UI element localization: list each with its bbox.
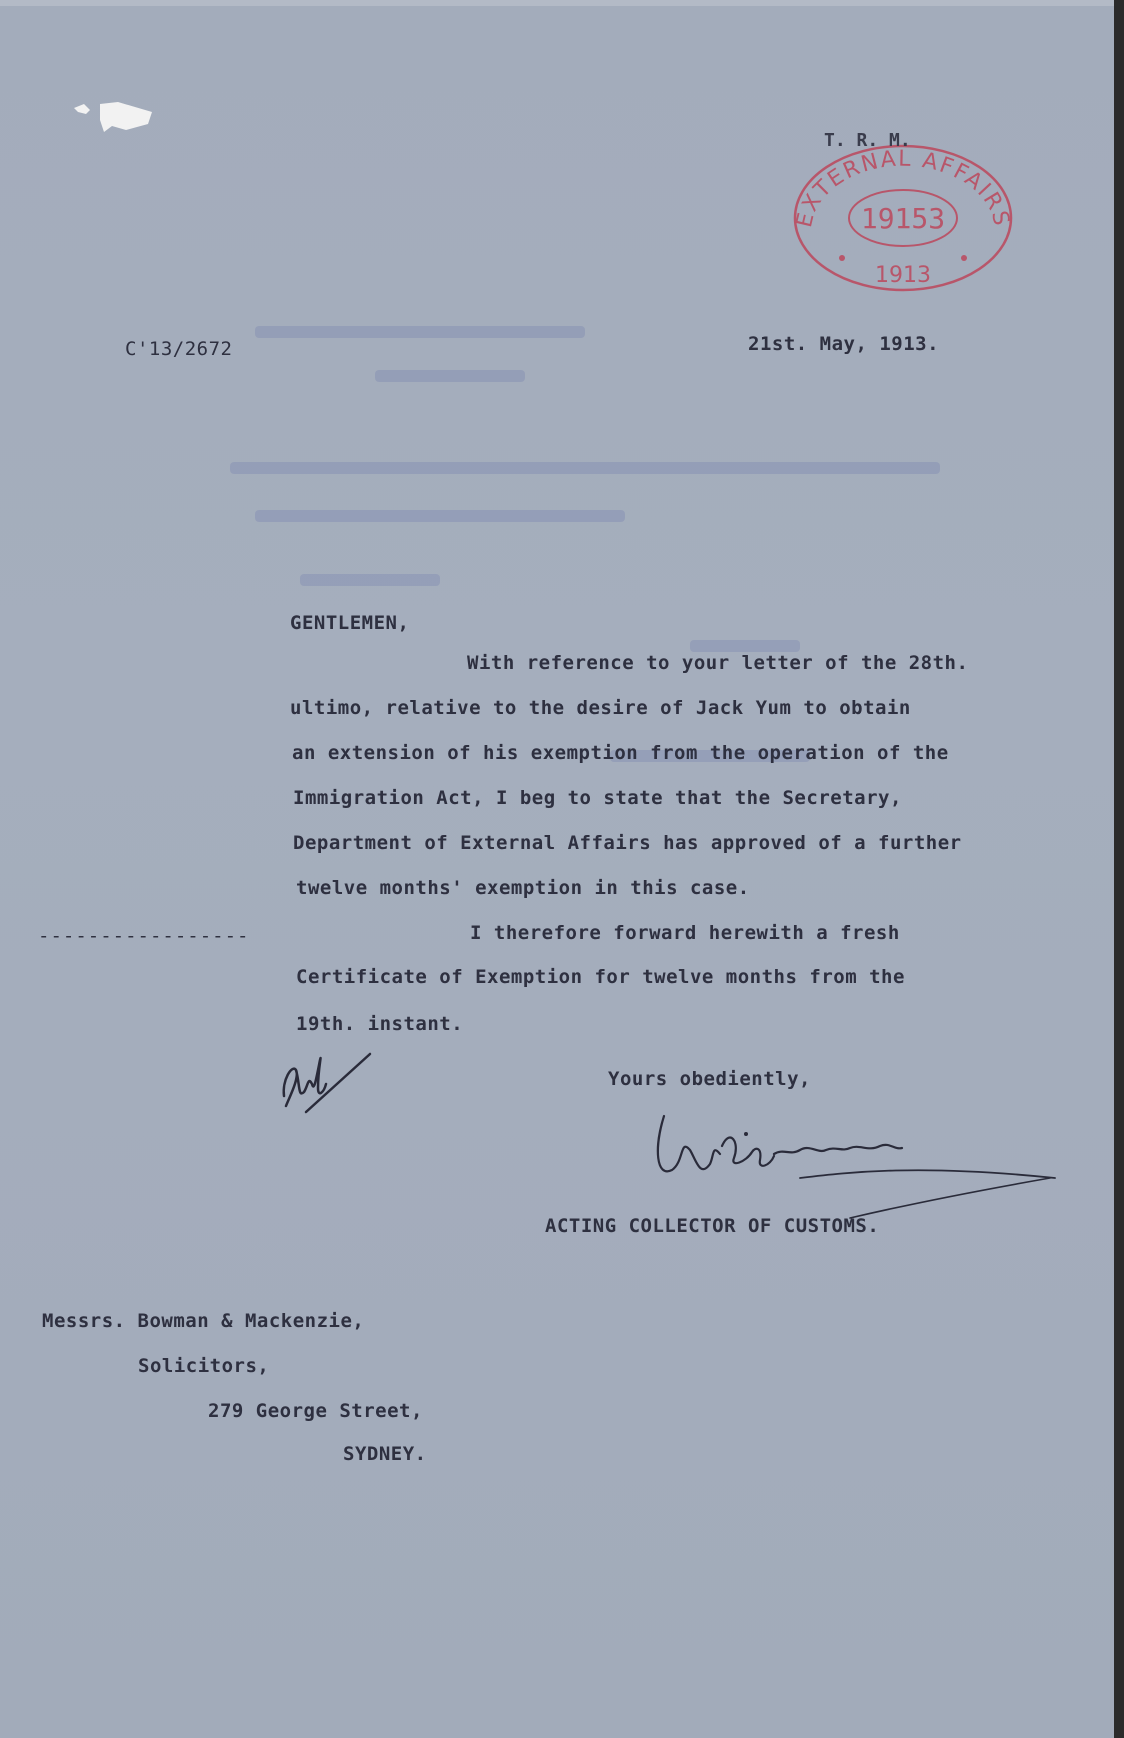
salutation: GENTLEMEN, <box>290 612 410 634</box>
body-line-3: an extension of his exemption from the operation of the <box>292 742 949 764</box>
body-line-4: Immigration Act, I beg to state that the Secretary, <box>293 787 902 809</box>
addressee-line-2: Solicitors, <box>138 1355 270 1377</box>
addressee-line-1: Messrs. Bowman & Mackenzie, <box>42 1310 365 1332</box>
addressee-line-4: SYDNEY. <box>343 1443 427 1465</box>
scan-edge-top <box>0 0 1124 6</box>
handwritten-initials <box>278 1040 378 1120</box>
closing: Yours obediently, <box>608 1068 811 1090</box>
letter-date: 21st. May, 1913. <box>748 333 940 355</box>
stamp-number: 19153 <box>860 202 946 235</box>
signatory-title: ACTING COLLECTOR OF CUSTOMS. <box>545 1215 880 1237</box>
reference-number: C'13/2672 <box>125 338 233 360</box>
addressee-line-3: 279 George Street, <box>208 1400 423 1422</box>
stamp-year: 1913 <box>875 263 931 288</box>
body-line-8: Certificate of Exemption for twelve months from the <box>296 966 905 988</box>
scan-edge-right <box>1114 0 1124 1738</box>
body-line-9: 19th. instant. <box>296 1013 464 1035</box>
stamp-arc-text: EXTERNAL AFFAIRS <box>791 146 1015 230</box>
stamp-initials: T. R. M. <box>824 130 911 151</box>
body-line-5: Department of External Affairs has approved of a further <box>293 832 962 854</box>
margin-dashes: ----------------- <box>38 925 250 947</box>
body-line-1: With reference to your letter of the 28th. <box>467 652 969 674</box>
body-line-6: twelve months' exemption in this case. <box>296 877 750 899</box>
paper-damage-hole <box>70 100 160 140</box>
body-line-7: I therefore forward herewith a fresh <box>470 922 900 944</box>
external-affairs-stamp <box>790 130 1016 296</box>
body-line-2: ultimo, relative to the desire of Jack Yum to obtain <box>290 697 911 719</box>
